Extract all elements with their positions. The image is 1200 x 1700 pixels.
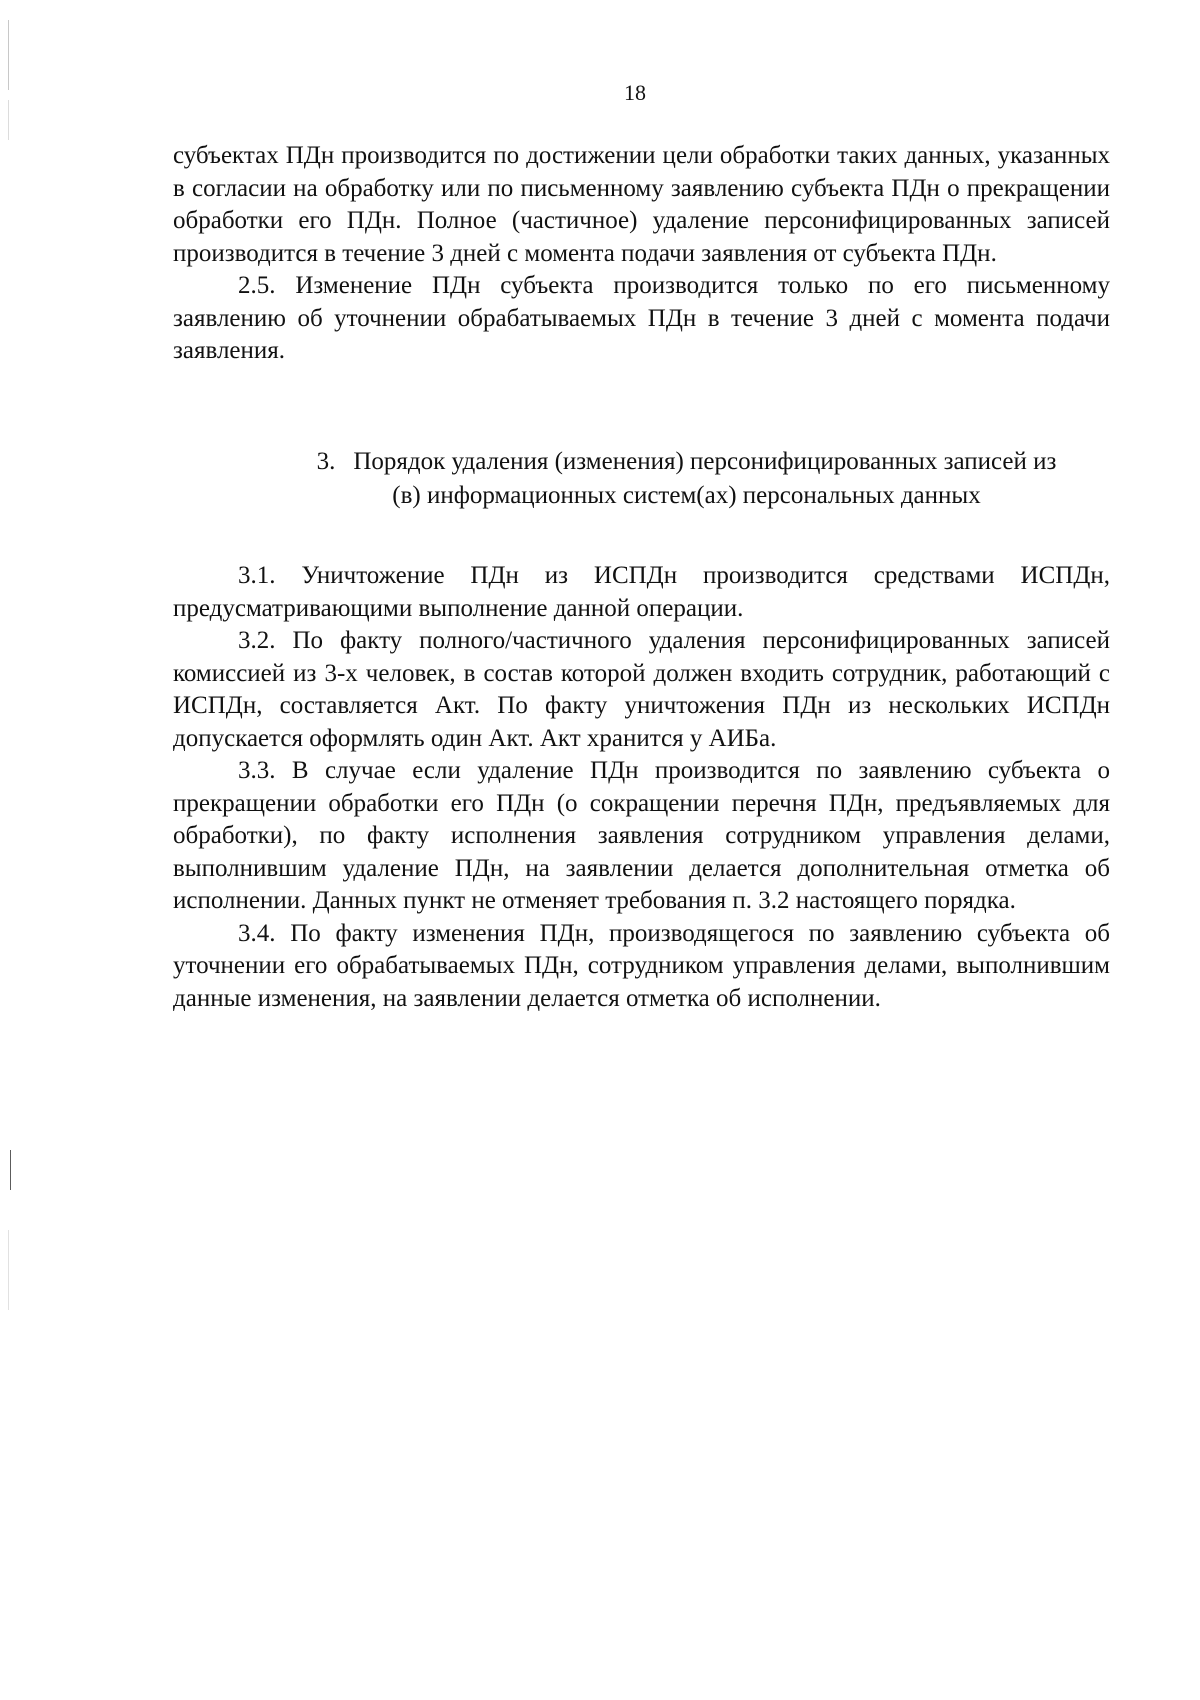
section-heading-line-1 (173, 445, 1110, 479)
section-heading (173, 445, 1110, 513)
scan-edge-mark (8, 1230, 9, 1310)
paragraph-2-5: 2.5. Изменение ПДн субъекта производится только по его письменному заявлению об уточнении обрабатываемых ПДн в течение 3 дней с момента подачи заявления. (173, 272, 1110, 364)
scan-edge-mark (10, 1150, 11, 1190)
text-block-section-3 (173, 560, 1110, 1015)
paragraph-3-2: 3.2. По факту полного/частичного удаления персонифицированных записей комиссией из 3-х человек, в состав которой должен входить сотрудник, работающий с ИСПДн, составляется Акт. По факту уничтожения ПДн из нескольких ИСПДн допускается оформлять один Акт. Акт хранится у АИБа. (173, 627, 1110, 752)
paragraph-3-4: 3.4. По факту изменения ПДн, производящегося по заявлению субъекта об уточнении его обрабатываемых ПДн, сотрудником управления делами, выполнившим данные изменения, на заявлении делается отметка об исполнении. (173, 919, 1110, 1012)
paragraph-continuation: субъектах ПДн производится по достижении цели обработки таких данных, указанных в согласии на обработку или по письменному заявлению субъекта ПДн о прекращении обработки его ПДн. Полное (частичное) удаление персонифицированных записей производится в течение 3 дней с момента подачи заявления от субъекта ПДн. (173, 142, 1110, 267)
section-title-line-1: Порядок удаления (изменения) персонифицированных записей из (353, 448, 1057, 475)
paragraph-3-3: 3.3. В случае если удаление ПДн производится по заявлению субъекта о прекращении обработки его ПДн (о сокращении перечня ПДн, предъявляемых для обработки), по факту исполнения заявления сотрудником управления делами, выполнившим удаление ПДн, на заявлении делается дополнительная отметка об исполнении. Данных пункт не отменяет требования п. 3.2 настоящего порядка. (173, 757, 1110, 914)
scan-edge-mark (8, 100, 9, 140)
text-block-section-2-end (173, 140, 1110, 368)
paragraph-3-1: 3.1. Уничтожение ПДн из ИСПДн производится средствами ИСПДн, предусматривающими выполнение данной операции. (173, 562, 1110, 622)
section-title-line-2: (в) информационных систем(ах) персональных данных (392, 482, 981, 509)
section-number: 3. (316, 448, 336, 475)
page-number: 18 (624, 80, 646, 105)
